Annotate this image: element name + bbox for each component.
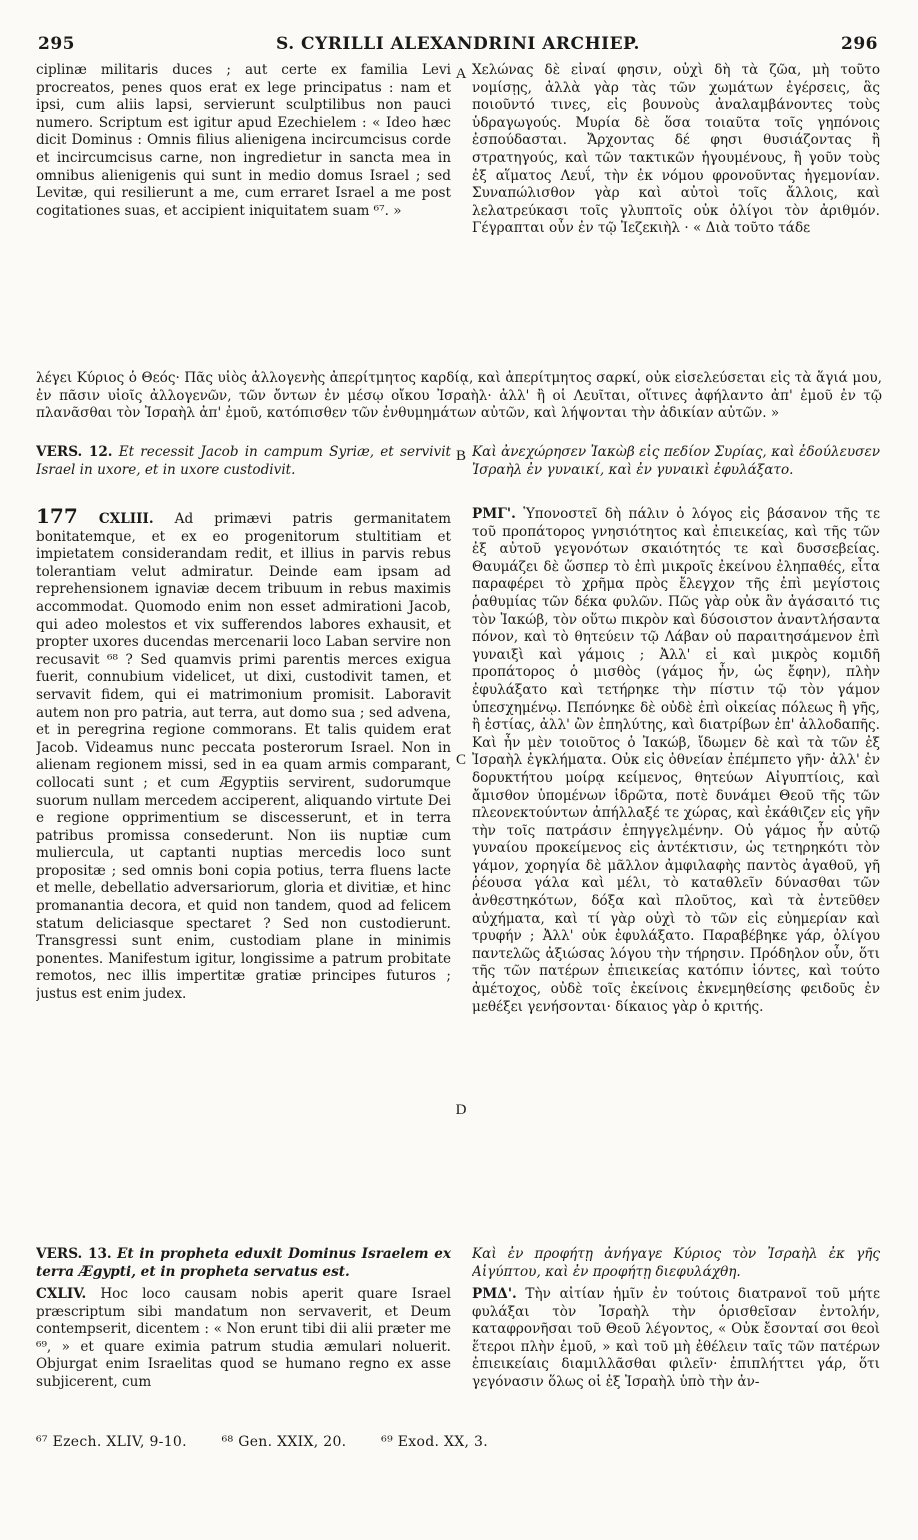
- latin-commentary-cxliv: [36, 1286, 451, 1412]
- footnote: ⁶⁹ Exod. XX, 3.: [381, 1434, 488, 1450]
- latin-paragraph: Hoc loco causam nobis aperit quare Israel præscriptum sibi mandatum non servaverit, et Deum contempserit, dicentem : « Non erunt tibi dii alii præter me ⁶⁹, » et quare eximia patrum studia æmulari noluerit. Objurgat enim Israelitas quod se humano regno ex asse subjicerent, cum: [36, 1286, 451, 1390]
- latin-paragraph: Ad primævi patris germanitatem bonitatemque, et ex eo progenitorum stultitiam et impietatem considerandam redit, et illius in parvis rebus tolerantiam velut admiratur. Deinde eam ipsam ad reprehensionem ignaviæ decem tribuum in rebus maximis accommodat. Quomodo enim non esset admirationi Jacob, qui adeo molestos et vix sufferendos labores exhausit, et propter uxores ducendas mercenarii loco Laban servire non recusavit ⁶⁸ ? Sed quamvis primi parentis merces exigua fuerit, connubium videlicet, ut dixi, custodivit tamen, et servavit fidem, qui ei matrimonium promisit. Laboravit autem non pro patria, aut terra, aut domo sua ; sed advena, et in peregrina regione commorans. Et talis quidem erat Jacob. Videamus nunc peccata posterorum Israel. Non in alienam regionem missi, sed in ea quam armis comparant, collocati sunt ; et cum Ægyptiis servirent, sudorumque suorum nullam mercedem acciperent, aliquando virtute Dei e regione opprimentium se discesserunt, et in terra patribus promissa consederunt. Non iis nuptiæ cum muliercula, ut captanti nuptias mercedis loco sunt propositæ ; sed omnis boni copia potius, terra fluens lacte et melle, debellatio adversariorum, gloria et divitiæ, et hinc promanantia decora, et quid non tandem, quod ad felicem statum deliciasque spectaret ? Sed non custodierunt. Transgressi sunt enim, custodiam plane in minimis ponentes. Manifestum igitur, longissime a patrum probitate remotos, nec illis impertitæ gratiæ principes futuros ; justus est enim judex.: [36, 511, 451, 1003]
- footnotes: [36, 1434, 882, 1450]
- margin-marker-c: C: [455, 752, 466, 768]
- latin-paragraph: ciplinæ militaris duces ; aut certe ex familia Levi procreatos, penes quos erat ex lege principatus : nam et ipsi, cum aliis lapsi, servierunt sculptilibus non pauci numero. Scriptum est igitur apud Ezechielem : « Ideo hæc dicit Dominus : Omnis filius alienigena incircumcisus corde et incircumcisus carne, non ingredietur in sancta mea in omnibus alienigenis qui sunt in medio domus Israel ; sed Levitæ, qui resilierunt a me, cum erraret Israel a me post cogitationes suas, et accipient iniquitatem suam ⁶⁷. »: [36, 62, 451, 219]
- margin-marker-d: D: [455, 1102, 467, 1118]
- latin-commentary-cxliii: [36, 508, 451, 1240]
- margin-marker-a: A: [455, 66, 467, 82]
- greek-verse-text: Καὶ ἀνεχώρησεν Ἰακὼβ εἰς πεδίον Συρίας, καὶ ἐδούλευσεν Ἰσραὴλ ἐν γυναικί, καὶ ἐν γυναικὶ ἐφυλάξατο.: [472, 444, 880, 478]
- section-number: ΡΜΔ'.: [472, 1286, 517, 1302]
- footnote: ⁶⁸ Gen. XXIX, 20.: [221, 1434, 347, 1450]
- greek-full-width-continuation: [36, 370, 882, 444]
- greek-column-block-1: [472, 62, 880, 368]
- section-number: CXLIV.: [36, 1286, 87, 1302]
- greek-paragraph: Ὑπονοστεῖ δὴ πάλιν ὁ λόγος εἰς βάσανον τῆς τε τοῦ προπάτορος γνησιότητος καὶ ἐπιεικείας, καὶ τῆς τῶν ἐξ αὐτοῦ γεγονότων σκαιότητός τε καὶ δυσσεβείας. Θαυμάζει δὲ ὥσπερ τὸ ἐπὶ μικροῖς ἐκείνου ἐληπαθές, εἶτα παραφέρει τὸ χρῆμα πρὸς ἔλεγχον τῆς ἐπὶ μεγίστοις ῥαθυμίας τῶν δέκα φυλῶν. Πῶς γὰρ οὐκ ἂν ἀγάσαιτό τις τὸν Ἰακώβ, τὸν οὕτω πικρὸν καὶ δύσοιστον ἀναντλήσαντα πόνον, καὶ τὸ θητεύειν τῷ Λάβαν οὐ παραιτησάμενον ἐπὶ γυναιξὶ καὶ γάμοις ; Ἀλλ' εἰ καὶ μικρὸς κομιδῆ προπάτορος ὁ μισθὸς (γάμος ἦν, ὡς ἔφην), πλὴν ἐφυλάξατο καὶ τετήρηκε τὴν πίστιν τῷ τὸν γάμον ὑπεσχημένῳ. Πεπόνηκε δὲ οὐδὲ ἐπὶ οἰκείας πόλεως ἢ γῆς, ἢ ἑστίας, ἀλλ' ὢν ἐπηλύτης, καὶ διατρίβων ἐπ' ἀλλοδαπῆς. Καὶ ἦν μὲν τοιοῦτος ὁ Ἰακώβ, ἴδωμεν δὲ καὶ τὰ τῶν ἐξ Ἰσραὴλ ἐγκλήματα. Οὐκ εἰς ὀθνείαν ἐπέμπετο γῆν· ἀλλ' ἐν δορυκτήτου μοίρᾳ κείμενος, θητεύων Αἰγυπτίοις, καὶ ἄμισθον ὑπομένων ἱδρῶτα, ποτὲ δυνάμει Θεοῦ τῆς τῶν πλεονεκτούντων ἀπήλλαξέ τε χώρας, καὶ ἐκάθιζεν εἰς γῆν τὴν τοῖς πατράσιν ἐπηγγελμένην. Οὐ γάμος ἦν αὐτῷ γυναίου προκείμενος εἰς ἀντέκτισιν, ὡς τετηρηκότι τὸν γάμον, χορηγία δὲ μᾶλλον ἀμφιλαφὴς παντὸς ἀγαθοῦ, γῆ ῥέουσα γάλα καὶ μέλι, τὸ καταθλεῖν δύνασθαι τῶν ἀνθεστηκότων, δόξα καὶ πλοῦτος, καὶ τὰ ἐντεῦθεν αὐχήματα, καὶ τί γὰρ οὐχὶ τὸ τῶν εἰς εὐημερίαν καὶ τρυφήν ; Ἀλλ' οὐκ ἐφυλάξατο. Παραβέβηκε γάρ, ὀλίγου παντελῶς ἀξιώσας λόγου τὴν τήρησιν. Πρόδηλον οὖν, ὅτι τῆς τῶν πατέρων ἐπιεικείας κατόπιν ἰόντες, καὶ τούτο ἀμέτοχος, οὐδὲ τοῖς ἐκείνοις ἐκνεμηθείσης φειδοῦς ἐν μεθέξει γενήσονται· δίκαιος γὰρ ὁ κριτής.: [472, 506, 880, 1015]
- greek-commentary-rmd: [472, 1286, 880, 1412]
- column-number: 177: [36, 508, 78, 528]
- latin-verse-13: [36, 1246, 451, 1284]
- verse-label: VERS. 12.: [36, 444, 113, 460]
- margin-marker-b: B: [455, 448, 466, 464]
- verse-text: Et in propheta eduxit Dominus Israelem ex terra Ægypti, et in propheta servatus est.: [36, 1246, 451, 1280]
- greek-verse-12: [472, 444, 880, 502]
- latin-column-block-1: [36, 62, 451, 368]
- greek-paragraph: Τὴν αἰτίαν ἡμῖν ἐν τούτοις διατρανοῖ τοῦ μήτε φυλάξαι τὸν Ἰσραὴλ τὴν ὁρισθεῖσαν ἐντολήν, καταφρονῆσαι τοῦ Θεοῦ λέγοντος, « Οὐκ ἔσονταί σοι θεοὶ ἕτεροι πλὴν ἐμοῦ, » καὶ τοῦ μὴ ἐθέλειν ταῖς τῶν πατέρων ἐπιεικείαις διαμιλλᾶσθαι φιλεῖν· ἐπιπλήττει γάρ, ὅτι γεγόνασιν ὅλως οἱ ἐξ Ἰσραὴλ ὑπὸ τὴν ἀν-: [472, 1286, 880, 1390]
- greek-paragraph: Χελώνας δὲ εἶναί φησιν, οὐχὶ δὴ τὰ ζῶα, μὴ τοῦτο νομίσῃς, ἀλλὰ γὰρ τὰς τῶν χωμάτων ἐγέρσεις, ἃς ποιοῦντό τινες, εἰς βουνοὺς ἀναλαμβάνοντες τοὺς ὑδραγωγούς. Μυρία δὲ ὅσα τοιαῦτα τοῖς γηπόνοις ἐσπούδασται. Ἄρχοντας δέ φησι θυσιάζοντας ἢ στρατηγούς, καὶ τῶν τακτικῶν ἡγουμένους, ἢ γοῦν τοὺς ἐξ αἵματος Λευΐ, τὴν ἐκ νόμου φρονοῦντας ἡγεμονίαν. Συναπώλισθον γὰρ καὶ αὐτοὶ τοῖς ἄλλοις, καὶ λελατρεύκασι τοῖς γλυπτοῖς οὐκ ὀλίγοι τὸν ἀριθμόν. Γέγραπται οὖν ἐν τῷ Ἰεζεκιὴλ · « Διὰ τοῦτο τάδε: [472, 62, 880, 237]
- section-number: CXLIII.: [98, 511, 154, 527]
- verse-text: Et recessit Jacob in campum Syriæ, et servivit Israel in uxore, et in uxore custodivit.: [36, 444, 451, 478]
- verse-label: VERS. 13.: [36, 1246, 112, 1262]
- latin-verse-12: [36, 444, 451, 484]
- section-number: ΡΜΓ'.: [472, 506, 516, 522]
- greek-verse-text: Καὶ ἐν προφήτῃ ἀνήγαγε Κύριος τὸν Ἰσραὴλ ἐκ γῆς Αἰγύπτου, καὶ ἐν προφήτῃ διεφυλάχθη.: [472, 1246, 880, 1280]
- left-page-number: 295: [38, 34, 75, 54]
- right-page-number: 296: [841, 34, 878, 54]
- header-title: S. CYRILLI ALEXANDRINI ARCHIEP.: [276, 34, 640, 54]
- running-header: [38, 34, 878, 58]
- greek-full-paragraph: λέγει Κύριος ὁ Θεός· Πᾶς υἱὸς ἀλλογενὴς ἀπερίτμητος καρδίᾳ, καὶ ἀπερίτμητος σαρκί, οὐκ εἰσελεύσεται εἰς τὰ ἅγιά μου, ἐν πᾶσιν υἱοῖς ἀλλογενῶν, τῶν ὄντων ἐν μέσῳ οἴκου Ἰσραὴλ· ἀλλ' ἢ οἱ Λευῖται, οἵτινες ἀφήλαντο ἀπ' ἐμοῦ ἐν τῷ πλανᾶσθαι τὸν Ἰσραὴλ ἀπ' ἐμοῦ, κατόπισθεν τῶν ἐνθυμημάτων αὐτῶν, καὶ λήψονται τὴν ἀδικίαν αὐτῶν. »: [36, 370, 882, 422]
- greek-verse-13: [472, 1246, 880, 1284]
- footnote: ⁶⁷ Ezech. XLIV, 9-10.: [36, 1434, 187, 1450]
- greek-commentary-rmg: [472, 506, 880, 1240]
